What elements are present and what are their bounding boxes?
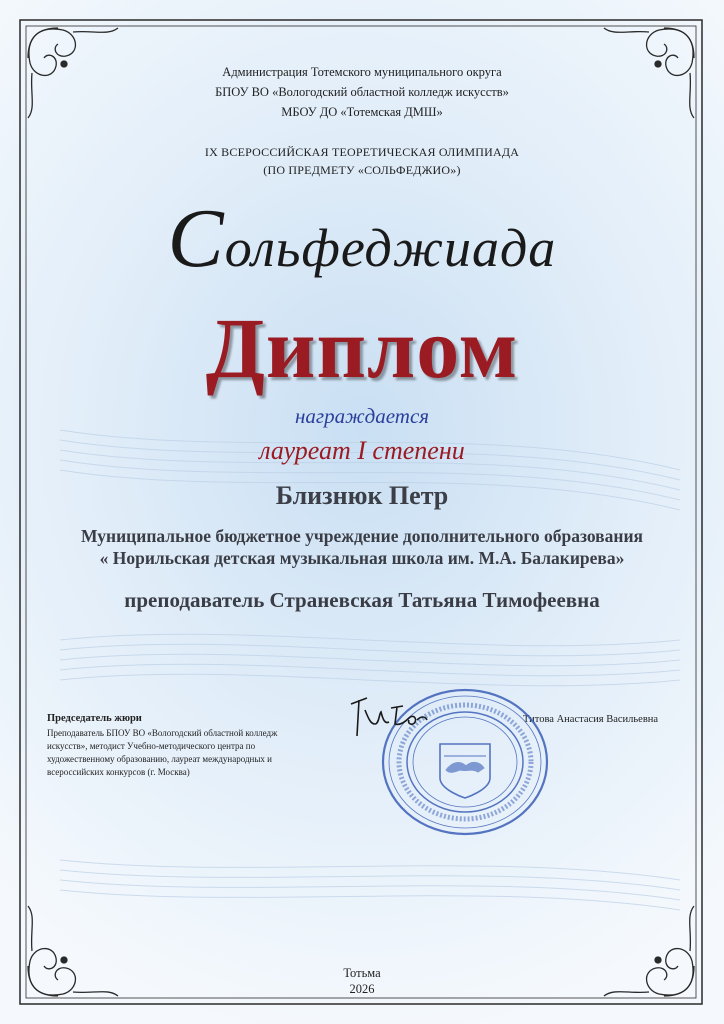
jury-chair-description: Преподаватель БПОУ ВО «Вологодский областной колледж искусств», методист Учебно-методического центра по художественному образованию, лауреат международных и всероссийских конкурсов (г. Москва) (47, 728, 278, 777)
year: 2026 (349, 982, 375, 996)
event-title-initial: С (167, 192, 225, 285)
olympiad-line-1: IX ВСЕРОССИЙСКАЯ ТЕОРЕТИЧЕСКАЯ ОЛИМПИАДА (204, 145, 520, 159)
jury-chair-name: Титова Анастасия Васильевна (523, 714, 659, 725)
event-title (0, 190, 724, 287)
header-line-1: Администрация Тотемского муниципального округа (222, 65, 502, 79)
olympiad-title (0, 143, 724, 179)
awarded-label: награждается (294, 404, 430, 428)
header-line-2: БПОУ ВО «Вологодский областной колледж искусств» (215, 85, 509, 99)
laureate-degree: лауреат I степени (259, 436, 465, 465)
recipient-name: Близнюк Петр (275, 481, 449, 510)
organization (0, 525, 724, 569)
header-organizers (0, 62, 724, 122)
header-line-3: МБОУ ДО «Тотемская ДМШ» (281, 105, 443, 119)
olympiad-line-2: (ПО ПРЕДМЕТУ «СОЛЬФЕДЖИО») (263, 163, 461, 177)
jury-signature (345, 690, 435, 740)
organization-line-2: « Норильская детская музыкальная школа им. М.А. Балакирева» (99, 548, 625, 568)
organization-line-1: Муниципальное бюджетное учреждение дополнительного образования (80, 526, 644, 546)
jury-chair-label: Председатель жюри (47, 713, 142, 724)
teacher: преподаватель Страневская Татьяна Тимофеевна (124, 588, 600, 612)
diploma-title: Диплом (205, 300, 519, 396)
footer (0, 965, 724, 997)
event-title-rest: ольфеджиада (224, 218, 557, 278)
city: Тотьма (343, 966, 381, 980)
